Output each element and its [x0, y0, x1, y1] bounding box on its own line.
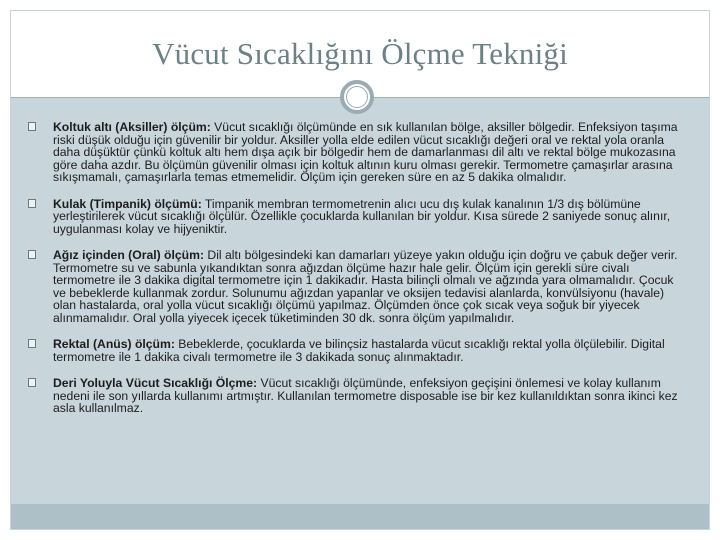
slide-title: Vücut Sıcaklığını Ölçme Tekniği [152, 36, 568, 71]
bullet-item-rectal [28, 338, 688, 363]
bullet-list [28, 121, 688, 429]
bullet-heading: Rektal (Anüs) ölçüm: [53, 337, 175, 351]
bullet-item-tympanic [28, 198, 688, 236]
square-bullet-icon [28, 378, 36, 387]
footer-bar [11, 504, 709, 529]
ring-ornament-inner [346, 86, 368, 108]
ring-ornament-icon [340, 80, 374, 114]
bullet-text: Vücut sıcaklığı ölçümünde, enfeksiyon geçişini önlemesi ve kolay kullanım nedeni ile son yıllarda kullanımı artmıştır. Kullanılan termometre disposable ise bir kez kullanıldıktan sonra ikinci kez asla kullanılmaz. [53, 376, 678, 415]
bullet-item-skin [28, 377, 688, 415]
bullet-item-oral [28, 249, 688, 324]
bullet-heading: Ağız içinden (Oral) ölçüm: [53, 248, 204, 262]
bullet-text: Bebeklerde, çocuklarda ve bilinçsiz hastalarda vücut sıcaklığı rektal yolla ölçülebilir. Digital termometre ile 1 dakika civalı termometre ile 3 dakikada sonuç alınmaktadır. [53, 337, 665, 364]
square-bullet-icon [28, 250, 36, 259]
bullet-heading: Kulak (Timpanik) ölçümü: [53, 196, 202, 211]
square-bullet-icon [28, 122, 36, 131]
square-bullet-icon [28, 199, 36, 208]
bullet-text: Vücut sıcaklığı ölçümünde en sık kullanılan bölge, aksiller bölgedir. Enfeksiyon taşıma riski düşük olduğu için güvenilir bir yoldur. Aksiller yolla elde edilen vücut sıcaklığı değeri oral ve rektal yola oranla daha düşüktür çünkü koltuk altı hem dışa açık bir bölgedir hem de damarlanması dil altı ve rektal bölge mukozasına göre daha azdır. Bu ölçümün güvenilir olması için koltuk altının kuru olması gerekir. Termometre çamaşırlar arasına sıkışmamalı, çamaşırlarla temas etmemelidir. Ölçüm için gereken süre en az 5 dakika olmalıdır. [53, 120, 678, 184]
square-bullet-icon [28, 339, 36, 348]
bullet-heading: Koltuk altı (Aksiller) ölçüm: [53, 120, 211, 134]
bullet-heading: Deri Yoluyla Vücut Sıcaklığı Ölçme: [53, 376, 258, 390]
bullet-text: Timpanik membran termometrenin alıcı ucu dış kulak kanalının 1/3 dış bölümüne yerleştirilerek vücut sıcaklığı ölçülür. Özellikle çocuklarda kullanılan bir yoldur. Kısa sürede 2 saniyede sonuç alınır, uygulanması kolay ve hijyeniktir. [53, 196, 671, 236]
bullet-text: Dil altı bölgesindeki kan damarları yüzeye yakın olduğu için doğru ve çabuk değer verir. Termometre su ve sabunla yıkandıktan sonra ağızdan ölçüme hazır hale gelir. Ölçüm için gerekli süre civalı termometre ile 3 dakika digital termometre için 1 dakikadır. Hasta bilinçli olmalı ve ağzında yara olmamalıdır. Çocuk ve bebeklerde kullanmak zordur. Solunumu ağızdan yapanlar ve oksijen tedavisi alanlarda, konvülsiyonu (havale) olan hastalarda, oral yolla vücut sıcaklığı ölçümü yapılmaz. Ölçümden önce çok sıcak veya soğuk bir yiyecek alınmamalıdır. Oral yolla yiyecek içecek tüketiminden 30 dk. sonra ölçüm yapılmalıdır. [53, 248, 678, 325]
bullet-item-axillary [28, 121, 688, 184]
